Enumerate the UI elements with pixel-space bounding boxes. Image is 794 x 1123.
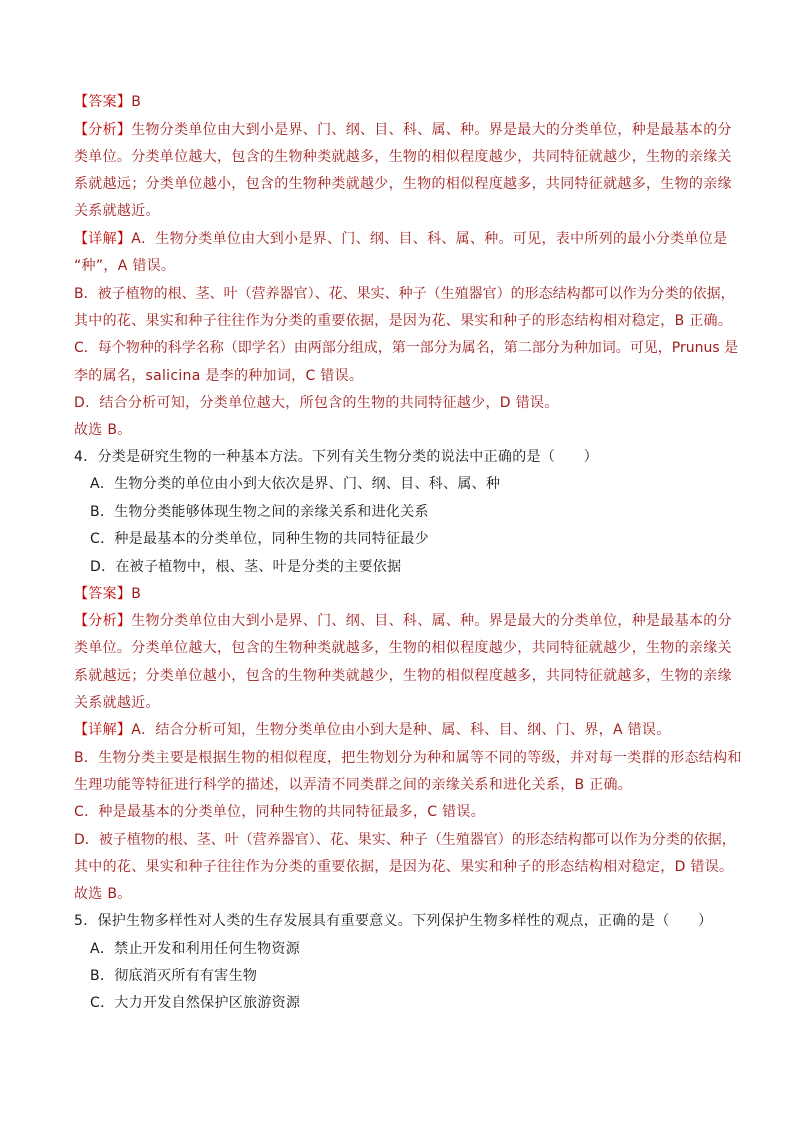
analysis-text: 类单位。分类单位越大，包含的生物种类就越多，生物的相似程度越少，共同特征就越少，生物的亲缘关	[74, 149, 732, 165]
analysis-text: 类单位。分类单位越大，包含的生物种类就越多，生物的相似程度越少，共同特征就越少，生物的亲缘关	[74, 640, 732, 656]
analysis-tag: 【分析】	[74, 122, 132, 138]
analysis-text: 生物分类单位由大到小是界、门、纲、目、科、属、种。界是最大的分类单位，种是最基本的分	[131, 613, 732, 629]
detail-text: 其中的花、果实和种子往往作为分类的重要依据，是因为花、果实和种子的形态结构相对稳定，B 正确。	[74, 313, 733, 329]
answer-line	[74, 92, 141, 112]
analysis-line	[74, 611, 732, 631]
option-b: B．彻底消灭所有有害生物	[90, 968, 258, 984]
detail-text: A．生物分类单位由大到小是界、门、纲、目、科、属、种。可见，表中所列的最小分类单位是	[131, 231, 728, 247]
answer-value: B	[131, 586, 142, 602]
question-stem: 4．分类是研究生物的一种基本方法。下列有关生物分类的说法中正确的是（ ）	[74, 449, 599, 465]
conclusion-text: 故选 B。	[74, 422, 132, 438]
detail-text: D．结合分析可知，分类单位越大，所包含的生物的共同特征越少，D 错误。	[74, 395, 559, 411]
question-stem: 5．保护生物多样性对人类的生存发展具有重要意义。下列保护生物多样性的观点，正确的是（ ）	[74, 913, 713, 929]
answer-tag: 【答案】	[74, 586, 132, 602]
option-d: D．在被子植物中，根、茎、叶是分类的主要依据	[90, 559, 402, 575]
detail-text: C．种是最基本的分类单位，同种生物的共同特征最多，C 错误。	[74, 804, 485, 820]
detail-text: 李的属名，salicina 是李的种加词，C 错误。	[74, 368, 364, 384]
analysis-line	[74, 120, 732, 140]
answer-value: B	[131, 94, 142, 110]
option-a: A．禁止开发和利用任何生物资源	[90, 941, 301, 957]
detail-text: 其中的花、果实和种子往往作为分类的重要依据，是因为花、果实和种子的形态结构相对稳定，D 错误。	[74, 859, 734, 875]
analysis-tag: 【分析】	[74, 613, 132, 629]
detail-text: “种”，A 错误。	[74, 258, 176, 274]
detail-text: D．被子植物的根、茎、叶（营养器官）、花、果实、种子（生殖器官）的形态结构都可以作为分类的依据，	[74, 832, 736, 848]
analysis-text: 关系就越近。	[74, 695, 160, 711]
analysis-text: 关系就越近。	[74, 203, 160, 219]
detail-text: 生理功能等特征进行科学的描述，以弄清不同类群之间的亲缘关系和进化关系，B 正确。	[74, 777, 633, 793]
detail-text: B．生物分类主要是根据生物的相似程度，把生物划分为种和属等不同的等级，并对每一类群的形态结构和	[74, 750, 742, 766]
option-b: B．生物分类能够体现生物之间的亲缘关系和进化关系	[90, 504, 429, 520]
conclusion-text: 故选 B。	[74, 886, 132, 902]
detail-line	[74, 229, 727, 249]
detail-text: A．结合分析可知，生物分类单位由小到大是种、属、科、目、纲、门、界，A 错误。	[131, 722, 671, 738]
answer-tag: 【答案】	[74, 94, 132, 110]
detail-text: B．被子植物的根、茎、叶（营养器官）、花、果实、种子（生殖器官）的形态结构都可以作为分类的依据，	[74, 286, 735, 302]
detail-text: C．每个物种的科学名称（即学名）由两部分组成，第一部分为属名，第二部分为种加词。可见，Prunus 是	[74, 340, 739, 356]
answer-line	[74, 584, 141, 604]
option-c: C．大力开发自然保护区旅游资源	[90, 995, 301, 1011]
detail-tag: 【详解】	[74, 231, 132, 247]
detail-tag: 【详解】	[74, 722, 132, 738]
option-c: C．种是最基本的分类单位，同种生物的共同特征最少	[90, 531, 429, 547]
analysis-text: 生物分类单位由大到小是界、门、纲、目、科、属、种。界是最大的分类单位，种是最基本的分	[131, 122, 732, 138]
detail-line	[74, 720, 671, 740]
analysis-text: 系就越远；分类单位越小，包含的生物种类就越少，生物的相似程度越多，共同特征就越多，生物的亲缘	[74, 668, 732, 684]
analysis-text: 系就越远；分类单位越小，包含的生物种类就越少，生物的相似程度越多，共同特征就越多，生物的亲缘	[74, 176, 732, 192]
option-a: A．生物分类的单位由小到大依次是界、门、纲、目、科、属、种	[90, 476, 501, 492]
